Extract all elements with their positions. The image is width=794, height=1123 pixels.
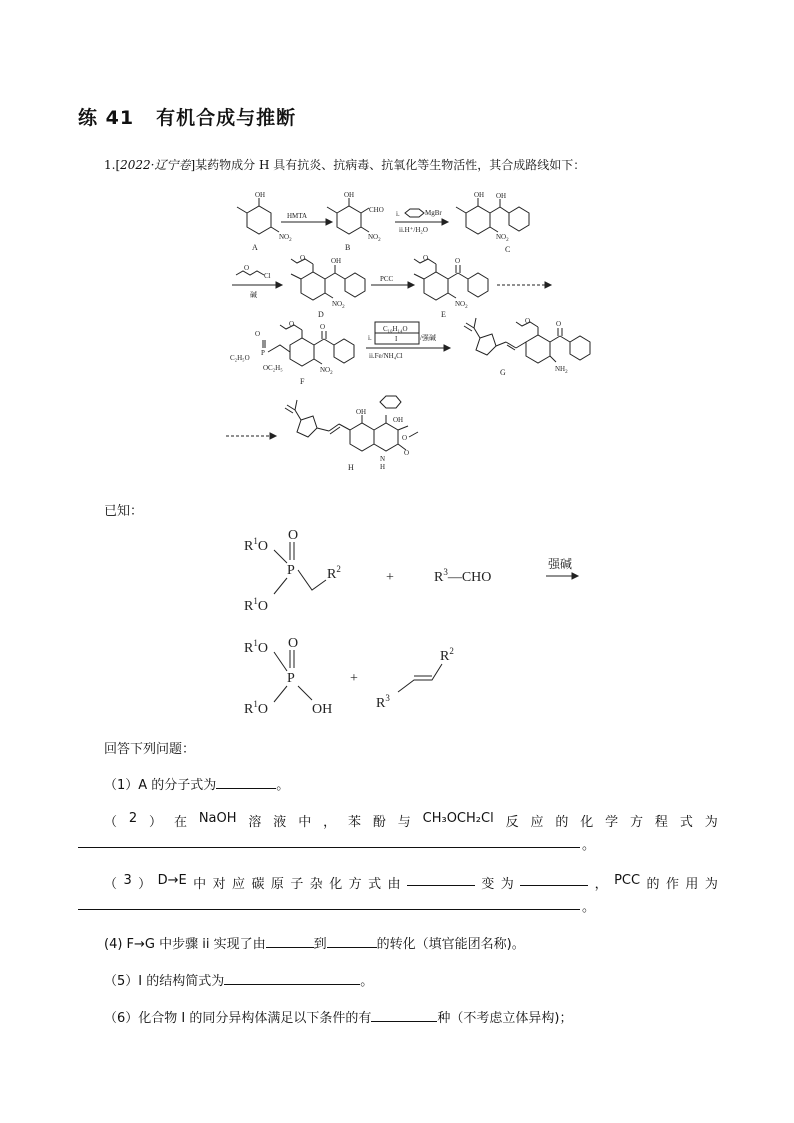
q2-char: （ (104, 815, 118, 830)
q3-char: 应 (232, 877, 246, 892)
q3-char: ， (594, 877, 608, 892)
p-oxo: O (288, 530, 299, 543)
reagent-pcc: PCC (380, 275, 394, 283)
question-item-5 (104, 970, 373, 989)
compound-g (464, 317, 590, 377)
o-atom-g: O (525, 317, 531, 325)
bracket-open: 1.[ (104, 158, 121, 172)
q3-char: 方 (348, 877, 362, 892)
reagent-step-i: i. (396, 210, 400, 218)
q3-char: 式 (368, 877, 382, 892)
q3-char: PCC (614, 873, 641, 888)
question-item-1 (104, 774, 289, 793)
known-label: 已知： (104, 504, 144, 519)
compound-e (414, 254, 488, 319)
q2-char: 与 (397, 815, 411, 830)
q2-char: 化 (580, 815, 594, 830)
lactam-o: O (404, 449, 410, 457)
q3-end: 。 (582, 900, 596, 915)
compound-f (230, 320, 354, 386)
q2-answer-line[interactable] (78, 846, 580, 848)
question-item-4 (104, 933, 525, 952)
q2-char: 2 (128, 811, 138, 826)
compound-label-g: G (500, 368, 506, 377)
phosphorus-product: P (287, 671, 295, 686)
q2-char: ） (149, 815, 163, 830)
q2-char: ， (323, 815, 337, 830)
q1-end: 。 (276, 778, 290, 793)
compound-label-c: C (505, 245, 511, 254)
synthesis-scheme (0, 0, 794, 500)
q2-char: 式 (679, 815, 693, 830)
r1o-top: $R^1O$ (244, 536, 268, 554)
q3-char: （ (104, 877, 118, 892)
phosphonate-o: O (255, 330, 261, 338)
q4-answer-blank-1[interactable] (266, 935, 314, 948)
q2-char: NaOH (198, 811, 237, 826)
o-atom-f: O (289, 320, 295, 328)
question-item-6 (104, 1007, 572, 1026)
o-atom-d: O (300, 254, 306, 262)
q3-answer-blank[interactable] (407, 873, 475, 886)
question-1-text: ]某药物成分 H 具有抗炎、抗病毒、抗氧化等生物活性，其合成路线如下： (190, 158, 586, 172)
q4-answer-blank-2[interactable] (327, 935, 377, 948)
compound-b (327, 191, 384, 252)
q3-char: 原 (270, 877, 284, 892)
q3-char: 对 (212, 877, 226, 892)
reagent-i-label: I (395, 335, 398, 343)
q2-char: 苯 (347, 815, 361, 830)
q3-char: 3 (123, 873, 132, 888)
ketone-o-g: O (556, 320, 562, 328)
methoxy-o: O (402, 434, 408, 442)
q3-char: 化 (329, 877, 343, 892)
ethoxy-1: C₂H₅O (230, 354, 250, 362)
compound-label-f: F (300, 377, 305, 386)
reagent-hmta: HMTA (287, 212, 308, 220)
q1-answer-blank[interactable] (216, 776, 276, 789)
q2-char: CH₃OCH₂Cl (422, 811, 494, 826)
q2-char: 反 (505, 815, 519, 830)
q3-char: 杂 (309, 877, 323, 892)
plus-sign-1: + (386, 570, 394, 585)
compound-h (285, 396, 418, 472)
q1-text: （1）A 的分子式为 (104, 778, 217, 793)
oh-group-h1: OH (356, 408, 367, 416)
phosphate-oh: OH (312, 702, 333, 717)
compound-label-h: H (348, 463, 354, 472)
compound-d (291, 254, 365, 319)
q4-text: (4) F→G 中步骤 ii 实现了由 (104, 937, 266, 952)
reagent-step-ii: ii.H⁺/H₂O (399, 226, 428, 234)
q3-char: 变 (481, 877, 495, 892)
q3-answer-blank[interactable] (520, 873, 588, 886)
q3-answer-line[interactable] (78, 908, 580, 910)
q2-char: 中 (298, 815, 312, 830)
q6-end: 种（不考虑立体异构)； (437, 1011, 573, 1026)
oh-group-c1: OH (474, 191, 485, 199)
r1o-bottom: $R^1O$ (244, 596, 268, 614)
no2-group-f: $NO_2$ (320, 366, 333, 376)
reagent-c10h14o: C₁₀H₁₄O (383, 325, 408, 333)
o-atom-e: O (423, 254, 429, 262)
q3-char: 的 (646, 877, 660, 892)
lactam-n: N (380, 455, 386, 463)
question-item-3 (104, 873, 718, 892)
aldehyde: $R^3—CHO$ (434, 567, 492, 585)
q2-char: 酚 (372, 815, 386, 830)
q2-char: 液 (273, 815, 287, 830)
q2-char: 程 (654, 815, 668, 830)
oh-group: OH (255, 191, 266, 199)
compound-label-b: B (345, 243, 351, 252)
q3-char: 为 (704, 877, 718, 892)
q6-text: （6）化合物 I 的同分异构体满足以下条件的有 (104, 1011, 372, 1026)
no2-group-c: $NO_2$ (496, 233, 509, 243)
lactam-h: H (380, 463, 386, 471)
step-f-i: i. (368, 334, 372, 342)
no2-group-d: $NO_2$ (332, 300, 345, 310)
oh-group-b: OH (344, 191, 355, 199)
phosphorus-atom: P (261, 349, 265, 357)
strong-base-label: 强碱 (548, 557, 573, 571)
mgbr-group: MgBr (425, 209, 442, 217)
oh-group-c2: OH (496, 192, 507, 200)
phenyl-ring-h (380, 396, 401, 408)
q5-text: （5）I 的结构简式为 (104, 974, 225, 989)
q2-char: 应 (530, 815, 544, 830)
q5-end: 。 (360, 974, 374, 989)
no2-group-b: $NO_2$ (368, 233, 381, 243)
q2-end: 。 (582, 838, 596, 853)
reagent-chloromethyl-ether (236, 264, 271, 280)
q3-char: 作 (665, 877, 679, 892)
q2-char: 方 (630, 815, 644, 830)
question-item-2 (104, 811, 718, 830)
q3-char: 由 (387, 877, 401, 892)
q3-char: D→E (157, 873, 187, 888)
plus-sign-2: + (350, 671, 358, 686)
q4-middle: 到 (313, 937, 327, 952)
answer-intro: 回答下列问题： (104, 742, 196, 757)
q2-char: 学 (605, 815, 619, 830)
alkene-r3: $R^3$ (376, 693, 390, 711)
ketone-o-f: O (320, 323, 326, 331)
q6-answer-blank[interactable] (371, 1009, 437, 1022)
alkene-r2: $R^2$ (440, 646, 454, 664)
q2-char: 为 (704, 815, 718, 830)
q3-char: 中 (193, 877, 207, 892)
q3-char: 用 (685, 877, 699, 892)
q4-end: 的转化（填官能团名称)。 (376, 937, 525, 952)
reagent-strong-base: /强碱 (420, 334, 436, 342)
r2-group: $R^2$ (327, 564, 341, 582)
q3-char: ） (138, 877, 152, 892)
oh-group-h2: OH (393, 416, 404, 424)
cho-group: CHO (369, 206, 384, 214)
compound-label-a: A (252, 243, 258, 252)
phosphorus: P (287, 563, 295, 578)
exercise-title: 有机合成与推断 (156, 107, 297, 129)
r1o-bottom-product: $R^1O$ (244, 699, 268, 717)
reagent-fe-nh4cl: ii.Fe/NH₄Cl (369, 352, 403, 360)
q2-char: 在 (173, 815, 187, 830)
q5-answer-blank[interactable] (224, 972, 360, 985)
q3-char: 子 (290, 877, 304, 892)
phenyl-ring-icon (405, 209, 424, 217)
known-reaction (0, 530, 794, 730)
nh2-group: $NH_2$ (555, 365, 568, 375)
r1o-top-product: $R^1O$ (244, 638, 268, 656)
ethoxy-2: OC₂H₅ (263, 364, 283, 372)
compound-label-e: E (441, 310, 446, 319)
compound-label-d: D (318, 310, 324, 319)
oh-group-d: OH (331, 257, 342, 265)
p-oxo-product: O (288, 636, 299, 651)
reagent-base: 碱 (250, 291, 257, 299)
q2-char: 的 (555, 815, 569, 830)
no2-group: $NO_2$ (279, 233, 292, 243)
cl-atom: Cl (264, 272, 271, 280)
no2-group-e: $NO_2$ (455, 300, 468, 310)
compound-c (456, 191, 529, 254)
ketone-o-e: O (455, 257, 461, 265)
q2-char: 溶 (248, 815, 262, 830)
q3-char: 为 (500, 877, 514, 892)
q3-char: 碳 (251, 877, 265, 892)
question-source: 2022·辽宁卷 (120, 158, 191, 172)
exercise-number: 练 41 (78, 107, 135, 129)
o-atom: O (244, 264, 250, 272)
